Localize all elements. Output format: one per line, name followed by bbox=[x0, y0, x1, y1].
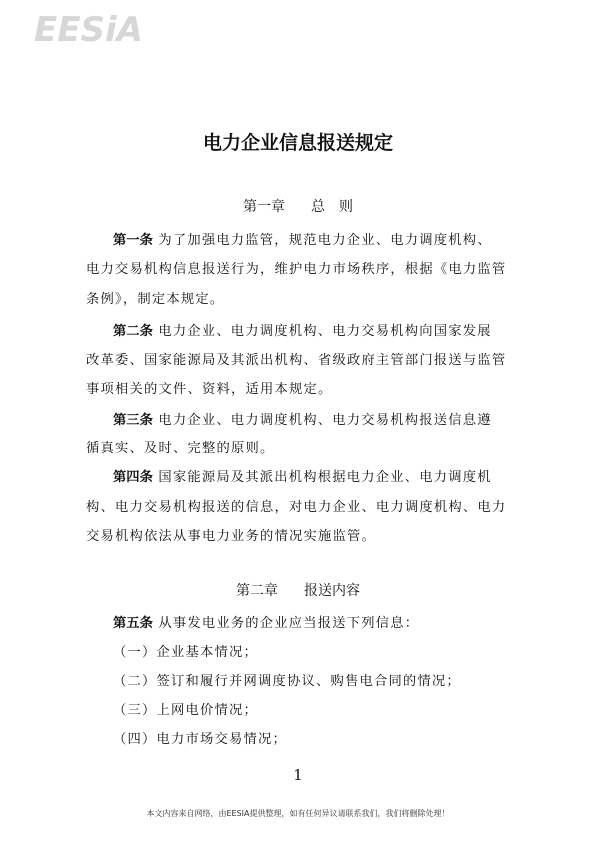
article-4-line-1 bbox=[113, 466, 526, 485]
chapter-1-label: 第一章 bbox=[243, 199, 285, 215]
chapter-1-name: 总 则 bbox=[311, 199, 353, 215]
list-item: （二）签订和履行并网调度协议、购售电合同的情况； bbox=[113, 674, 461, 689]
article-3-line-1 bbox=[113, 409, 526, 428]
chapter-1-heading bbox=[0, 196, 596, 216]
article-5-label: 第五条 bbox=[113, 616, 153, 631]
eesia-logo: EESiA bbox=[34, 10, 143, 50]
article-3-text-1: 电力企业、电力调度机构、电力交易机构报送信息遵 bbox=[158, 413, 492, 428]
article-1-line-3: 条例》，制定本规定。 bbox=[86, 292, 225, 307]
article-4-label: 第四条 bbox=[113, 470, 153, 485]
article-1-label: 第一条 bbox=[113, 233, 153, 248]
article-3-label: 第三条 bbox=[113, 413, 153, 428]
article-1-line-2: 电力交易机构信息报送行为，维护电力市场秩序，根据《电力监管 bbox=[86, 262, 507, 277]
list-item: （三）上网电价情况； bbox=[113, 703, 258, 718]
article-5-line-1 bbox=[113, 612, 526, 631]
article-2-label: 第二条 bbox=[113, 324, 153, 339]
article-2-line-2: 改革委、国家能源局及其派出机构、省级政府主管部门报送与监管 bbox=[86, 353, 507, 368]
article-4-line-2: 构、电力交易机构报送的信息，对电力企业、电力调度机构、电力 bbox=[86, 500, 507, 515]
article-4-line-3: 交易机构依法从事电力业务的情况实施监管。 bbox=[86, 529, 376, 544]
article-1-line-1 bbox=[113, 229, 526, 248]
page-number: 1 bbox=[293, 766, 303, 784]
article-3-line-2: 循真实、及时、完整的原则。 bbox=[86, 441, 275, 456]
chapter-2-name: 报送内容 bbox=[304, 583, 360, 599]
list-item: （一）企业基本情况； bbox=[113, 645, 258, 660]
chapter-2-heading bbox=[0, 580, 596, 600]
footer-disclaimer: 本文内容来自网络，由EESIA提供整理，如有任何异议请联系我们，我们将删除处理！ bbox=[146, 809, 450, 818]
article-2-line-1 bbox=[113, 320, 526, 339]
list-item: （四）电力市场交易情况； bbox=[113, 732, 287, 747]
chapter-2-label: 第二章 bbox=[236, 583, 278, 599]
article-1-text-1: 为了加强电力监管，规范电力企业、电力调度机构、 bbox=[158, 233, 492, 248]
article-5-text: 从事发电业务的企业应当报送下列信息： bbox=[158, 616, 420, 631]
article-4-text-1: 国家能源局及其派出机构根据电力企业、电力调度机 bbox=[158, 470, 492, 485]
article-2-text-1: 电力企业、电力调度机构、电力交易机构向国家发展 bbox=[158, 324, 492, 339]
document-title: 电力企业信息报送规定 bbox=[202, 132, 393, 154]
article-2-line-3: 事项相关的文件、资料，适用本规定。 bbox=[86, 382, 333, 397]
